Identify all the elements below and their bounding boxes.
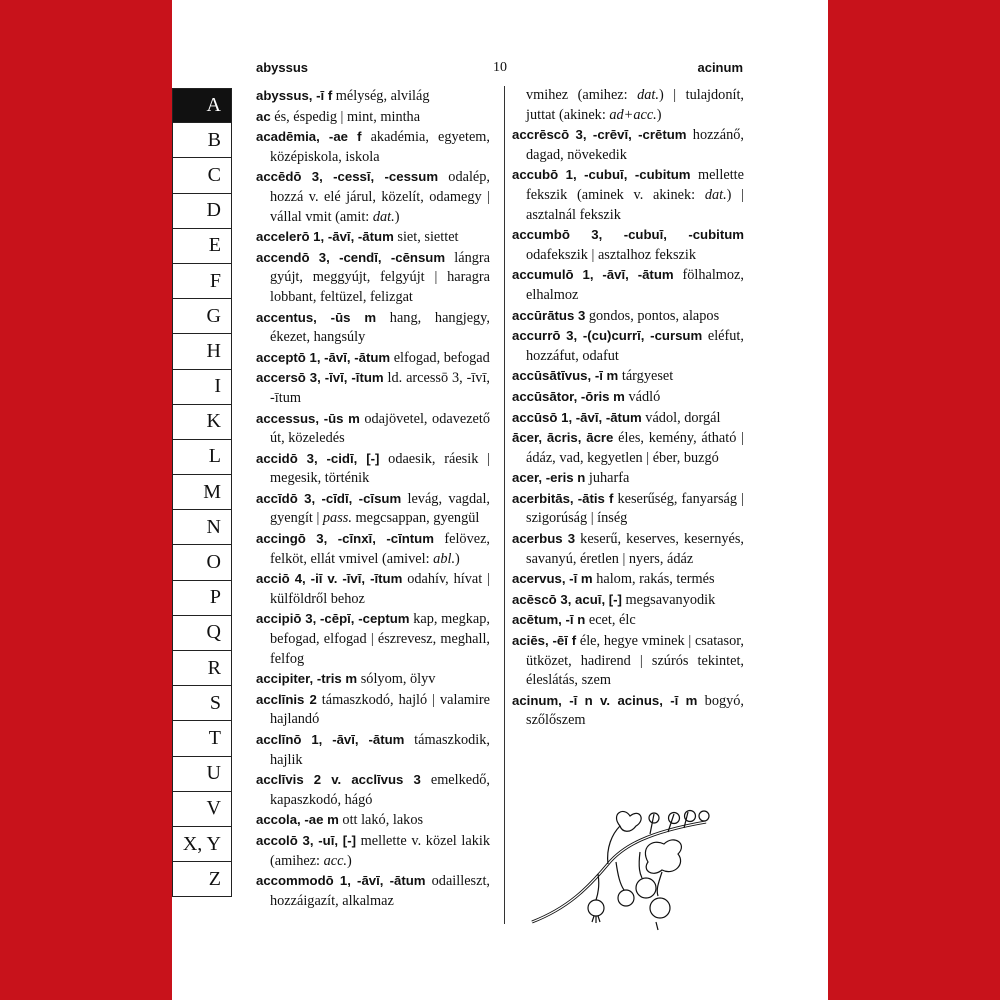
entry-definition: mellette fekszik (aminek v. akinek: — [526, 167, 744, 203]
thumb-tab-d: D — [172, 194, 232, 229]
entry-definition: bogyó, szőlőszem — [526, 692, 745, 729]
dictionary-entry — [512, 468, 744, 489]
dictionary-entry — [256, 86, 490, 107]
entry-definition: ecet, élc — [585, 612, 636, 629]
entry-definition: ) — [394, 208, 400, 225]
thumb-tab-r: R — [172, 651, 232, 686]
entry-definition: eléfut, hozzáfut, odafut — [526, 328, 744, 364]
grammar-abbreviation: dat. — [704, 186, 727, 203]
entry-headword: accrēscō 3, -crēvī, -crētum — [512, 127, 687, 143]
dictionary-entry — [256, 127, 490, 167]
entry-headword: acclīnis 2 — [256, 691, 317, 707]
entry-headword: accessus, -ūs m — [256, 410, 360, 426]
dictionary-entry — [512, 366, 744, 387]
left-column-entries — [256, 86, 490, 911]
entry-headword: accingō 3, -cīnxī, -cīntum — [256, 531, 434, 547]
entry-definition: ld. arcessō 3, -īvī, -ītum — [270, 370, 491, 406]
entry-headword: accersō 3, -īvī, -ītum — [256, 370, 384, 386]
entry-headword: accūsātor, -ōris m — [512, 388, 625, 404]
entry-headword: accīdō 3, -cīdī, -cīsum — [256, 490, 402, 506]
entry-definition: megcsappan, gyengül — [351, 510, 480, 527]
entry-headword: accendō 3, -cendī, -cēnsum — [256, 249, 446, 265]
entry-definition: keserű, keserves, kesernyés, savanyú, éretlen | nyers, ádáz — [526, 531, 744, 567]
dictionary-entry — [512, 529, 744, 569]
entry-headword: acceptō 1, -āvī, -ātum — [256, 349, 391, 365]
entry-definition: támaszkodó, hajló | valamire hajlandó — [270, 691, 490, 728]
grammar-abbreviation: abl. — [433, 550, 456, 567]
entry-headword: accurrō 3, -(cu)currī, -cursum — [512, 328, 703, 344]
entry-definition: odalép, hozzá v. elé járul, közelít, odamegy | vállal vmit (amit: — [270, 169, 490, 225]
thumb-tab-v: V — [172, 792, 232, 827]
entry-headword: acinum, -ī n v. acinus, -ī m — [512, 692, 698, 708]
entry-definition: ) — [455, 550, 460, 567]
entry-definition: odahív, hívat | külföldről behoz — [270, 571, 490, 607]
grammar-abbreviation: ad+acc. — [609, 106, 657, 123]
entry-headword: accipiter, -tris m — [256, 671, 358, 687]
entry-definition: odailleszt, hozzáigazít, alkalmaz — [270, 873, 491, 909]
dictionary-entry — [256, 730, 490, 770]
dictionary-entry — [512, 165, 744, 225]
thumb-tab-k: K — [172, 405, 232, 440]
entry-definition: odaesik, ráesik | megesik, történik — [270, 450, 490, 487]
dictionary-entry — [512, 326, 744, 366]
thumb-tab-s: S — [172, 686, 232, 721]
entry-headword: accentus, -ūs m — [256, 309, 377, 325]
dictionary-entry — [256, 489, 490, 529]
entry-definition: ott lakó, lakos — [338, 812, 424, 829]
entry-headword: acēscō 3, acuī, [-] — [512, 591, 622, 607]
dictionary-entry — [256, 449, 490, 489]
entry-headword: accipiō 3, -cēpī, -ceptum — [256, 611, 410, 627]
entry-headword: accubō 1, -cubuī, -cubitum — [512, 167, 691, 183]
entry-definition: juharfa — [585, 470, 630, 487]
entry-headword: accidō 3, -cidī, [-] — [256, 450, 380, 466]
entry-headword: ac — [256, 108, 271, 124]
thumb-tab-f: F — [172, 264, 232, 299]
entry-definition: felövez, felköt, ellát vmivel (amivel: — [270, 531, 490, 567]
entry-headword: acclīnō 1, -āvī, -ātum — [256, 732, 405, 747]
thumb-tab-g: G — [172, 299, 232, 334]
dictionary-entry — [256, 871, 490, 911]
entry-headword: accola, -ae m — [256, 812, 339, 828]
entry-definition: vádló — [624, 388, 661, 405]
thumb-tab-u: U — [172, 757, 232, 792]
entry-definition: gondos, pontos, alapos — [585, 307, 720, 324]
entry-headword: accūsō 1, -āvī, -ātum — [512, 409, 642, 425]
entry-definition: kap, megkap, befogad, elfogad | észrevesz, meghall, felfog — [270, 611, 490, 667]
thumb-tab-p: P — [172, 581, 232, 616]
page-number: 10 — [493, 60, 507, 75]
thumb-tab-o: O — [172, 545, 232, 580]
entry-headword: acētum, -ī n — [512, 612, 586, 628]
dictionary-entry — [256, 831, 490, 871]
dictionary-entry — [256, 690, 490, 730]
entry-definition: ) | tulajdonít, juttat (akinek: — [526, 87, 744, 123]
entry-headword: accūsātīvus, -ī m — [512, 368, 619, 384]
dictionary-entry — [256, 308, 490, 348]
right-column-entries — [512, 86, 744, 731]
entry-headword: ācer, ācris, ācre — [512, 430, 614, 446]
dictionary-entry — [256, 569, 490, 609]
dictionary-entry — [512, 428, 744, 468]
thumb-tab-z: Z — [172, 862, 232, 897]
entry-headword: accelerō 1, -āvī, -ātum — [256, 229, 394, 245]
entry-headword: acer, -eris n — [512, 470, 586, 486]
entry-definition: tárgyeset — [618, 368, 674, 385]
entry-headword: acervus, -ī m — [512, 571, 593, 587]
grammar-abbreviation: dat. — [372, 208, 395, 225]
grammar-abbreviation: dat. — [637, 87, 659, 103]
dictionary-entry — [256, 529, 490, 569]
entry-headword: accēdō 3, -cessī, -cessum — [256, 169, 439, 185]
thumb-tab-l: L — [172, 440, 232, 475]
entry-headword: acerbitās, -ātis f — [512, 490, 614, 506]
entry-headword: accūrātus 3 — [512, 307, 586, 323]
gooseberry-illustration — [528, 804, 718, 932]
header-right-guideword: acinum — [697, 60, 743, 75]
entry-definition: odafekszik | asztalhoz fekszik — [526, 246, 696, 263]
dictionary-entry — [256, 348, 490, 369]
alphabet-thumb-index — [172, 88, 232, 897]
entry-headword: acerbus 3 — [512, 531, 576, 547]
thumb-tab-c: C — [172, 158, 232, 193]
entry-definition: ) | asztalnál fekszik — [526, 186, 744, 223]
entry-definition: levág, vagdal, gyengít | — [270, 490, 491, 527]
entry-definition: halom, rakás, termés — [592, 571, 715, 588]
entry-definition: támaszkodik, hajlik — [270, 732, 490, 768]
dictionary-entry — [512, 569, 744, 590]
dictionary-entry — [512, 610, 744, 631]
entry-headword: accumulō 1, -āvī, -ātum — [512, 267, 674, 283]
entry-definition: keserűség, fanyarság | szigorúság | ínség — [526, 490, 744, 527]
grammar-abbreviation: pass. — [322, 510, 352, 527]
entry-definition: akadémia, egyetem, középiskola, iskola — [270, 129, 490, 165]
dictionary-entry — [256, 227, 490, 248]
dictionary-entry — [256, 368, 490, 408]
entry-headword: accommodō 1, -āvī, -ātum — [256, 873, 426, 889]
entry-definition: mellette v. közel lakik (amihez: — [270, 832, 491, 869]
dictionary-entry — [512, 631, 744, 691]
entry-definition: elfogad, befogad — [390, 349, 490, 366]
entry-definition: és, éspedig | mint, mintha — [270, 108, 421, 125]
entry-definition: hozzánő, dagad, növekedik — [526, 127, 744, 163]
dictionary-entry — [512, 691, 744, 731]
entry-headword: accumbō 3, -cubuī, -cubitum — [512, 227, 744, 243]
entry-definition: odajövetel, odavezető út, közeledés — [270, 410, 490, 447]
dictionary-entry — [512, 408, 744, 429]
dictionary-entry — [256, 409, 490, 449]
entry-definition: vádol, dorgál — [641, 409, 721, 426]
entry-definition: fölhalmoz, elhalmoz — [526, 267, 744, 303]
entry-headword: abyssus, -ī f — [256, 88, 333, 103]
dictionary-entry — [512, 265, 744, 305]
dictionary-entry — [512, 86, 744, 125]
thumb-tab-a: A — [172, 88, 232, 123]
dictionary-entry — [256, 609, 490, 669]
thumb-tab-e: E — [172, 229, 232, 264]
dictionary-entry — [512, 387, 744, 408]
entry-definition: ) — [656, 106, 662, 123]
header-left-guideword: abyssus — [256, 60, 309, 75]
dictionary-entry — [512, 125, 744, 165]
entry-definition: siet, siettet — [393, 229, 459, 246]
thumb-tab-h: H — [172, 334, 232, 369]
dictionary-entry — [512, 489, 744, 529]
entry-definition: hang, hangjegy, ékezet, hangsúly — [270, 309, 490, 346]
entry-headword: aciēs, -ēī f — [512, 633, 577, 649]
entry-headword: acciō 4, -iī v. -īvī, -ītum — [256, 571, 403, 587]
dictionary-entry — [512, 590, 744, 611]
thumb-tab-m: M — [172, 475, 232, 510]
dictionary-entry — [512, 225, 744, 265]
entry-headword: acclīvis 2 v. acclīvus 3 — [256, 772, 421, 788]
thumb-tab-xy: X, Y — [172, 827, 232, 862]
entry-definition: ) — [347, 852, 352, 869]
entry-definition: megsavanyodik — [621, 591, 716, 608]
entry-headword: accolō 3, -uī, [-] — [256, 832, 356, 848]
thumb-tab-i: I — [172, 370, 232, 405]
dictionary-entry — [256, 770, 490, 810]
thumb-tab-t: T — [172, 721, 232, 756]
entry-definition: éles, kemény, átható | ádáz, vad, kegyetlen | éber, buzgó — [526, 430, 745, 466]
entry-definition: vmihez (amihez: — [526, 87, 638, 103]
dictionary-entry — [256, 107, 490, 128]
entry-definition: éle, hegye vminek | csatasor, ütközet, hadirend | szúrós tekintet, éleslátás, szem — [526, 633, 744, 689]
dictionary-entry — [256, 248, 490, 308]
dictionary-entry — [512, 306, 744, 327]
dictionary-entry — [256, 810, 490, 831]
entry-definition: lángra gyújt, meggyújt, felgyújt | haragra lobbant, feltüzel, felizgat — [270, 249, 490, 305]
thumb-tab-q: Q — [172, 616, 232, 651]
grammar-abbreviation: acc. — [323, 852, 348, 869]
dictionary-entry — [256, 669, 490, 690]
dictionary-entry — [256, 167, 490, 227]
entry-definition: emelkedő, kapaszkodó, hágó — [270, 772, 490, 808]
thumb-tab-b: B — [172, 123, 232, 158]
entry-definition: sólyom, ölyv — [357, 671, 436, 688]
entry-headword: acadēmia, -ae f — [256, 129, 362, 145]
entry-definition: mélység, alvilág — [332, 88, 430, 104]
thumb-tab-n: N — [172, 510, 232, 545]
